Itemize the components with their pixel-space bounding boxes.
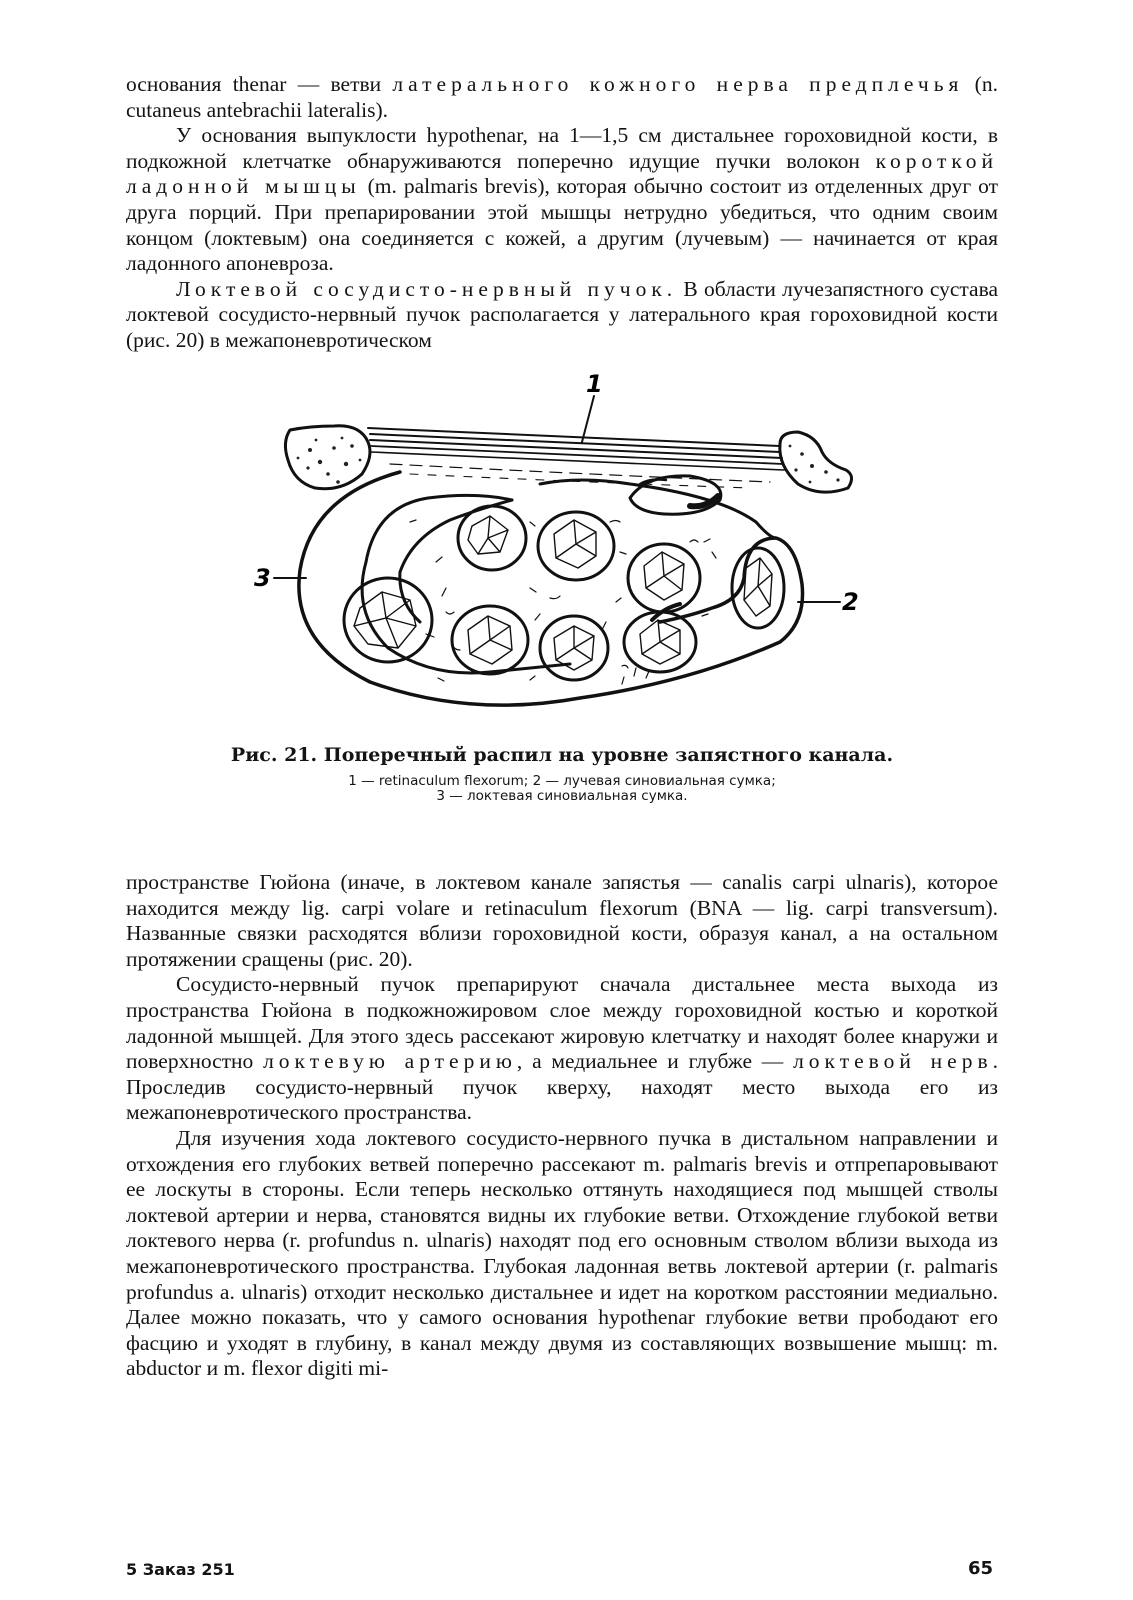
spaced-term: локтевую артерию [263,1049,517,1074]
paragraph [126,1126,998,1382]
section-heading: Локтевой сосудисто-нервный пучок. [176,276,678,301]
text-run: У основания выпуклости hypothenar, на 1—1,5 см дистальнее гороховидной кости, в подкожной клетчатке обнаруживаются поперечно идущие пучки волокон [126,123,998,173]
spaced-term: латерального кожного нерва предплечья [392,72,964,96]
print-order-mark: 5 Заказ 251 [126,1560,235,1579]
paragraph [126,870,998,972]
paragraph [126,277,998,354]
text-run: основания thenar — ветви [126,72,393,96]
label-3: 3 [254,564,271,592]
paragraph [126,72,998,123]
text-block-top [126,72,998,354]
spaced-term: короткой ладонной мышцы [126,148,998,199]
figure-caption-legend [126,774,998,804]
label-1: 1 [586,370,603,398]
text-run: Для изучения хода локтевого сосудисто-нервного пучка в дистальном направлении и отхождения его глубоких ветвей поперечно рассекают m. palmaris brevis и отпрепаровывают ее лоскуты в стороны. Если теперь несколько оттянуть находящиеся под мышцей стволы локтевой артерии и нерва, становятся видны их глубокие ветви. Отхождение глубокой ветви локтевого нерва (r. profundus n. ulnaris) находят под его основным стволом вблизи выхода из межапоневротического пространства. Глубокая ладонная ветвь локтевой артерии (r. palmaris profundus a. ulnaris) отходит несколько дистальнее и идет на коротком расстоянии медиально. Далее можно показать, что у самого основания hypothenar глубокие ветви прободают его фасцию и уходят в глубину, в канал между двумя из составляющих возвышение мышц: m. abductor и m. flexor digiti mi- [126,1125,998,1381]
figure-21-diagram [250,370,860,720]
text-run: , а медиальнее и глубже — [516,1049,794,1074]
right-bone-shape [780,432,852,492]
label-2: 2 [842,588,859,616]
text-run: (m. palmaris brevis), которая обычно состоит из отделенных друг от друга порций. При препарировании этой мышцы нетрудно убедиться, что одним своим концом (локтевым) она соединяется с кожей, а другим (лучевым) — начинается от края ладонного апоневроза. [126,174,998,276]
text-run: Сосудисто-нервный пучок препарируют сначала дистальнее места выхода из пространства Гюйона в подкожножировом слое между гороховидной костью и короткой ладонной мышцей. Для этого здесь рассекают жировую клетчатку и находят более кнаружи и поверхностно [126,972,998,1074]
text-block-bottom [126,870,998,1382]
text-run: (n. cutaneus antebrachii lateralis). [126,72,998,122]
text-run: В области лучезапястного сустава локтевой сосудисто-нервный пучок располагается у латерального края гороховидной кости (рис. 20) в межапоневротическом [126,276,998,352]
paragraph [126,972,998,1126]
caption-legend-line: 1 — retinaculum flexorum; 2 — лучевая синовиальная сумка; [348,773,776,789]
spaced-term: локтевой нерв [793,1049,993,1074]
page-number: 65 [968,1558,994,1579]
text-run: . Проследив сосудисто-нервный пучок кверху, находят место выхода его из межапоневротического пространства. [126,1049,998,1125]
paragraph [126,123,998,277]
figure-caption-title: Рис. 21. Поперечный распил на уровне запястного канала. [230,744,894,766]
caption-legend-line: 3 — локтевая синовиальная сумка. [436,788,688,804]
text-run: пространстве Гюйона (иначе, в локтевом канале запястья — canalis carpi ulnaris), которое находится между lig. carpi volare и retinaculum flexorum (BNA — lig. carpi transversum). Названные связки расходятся вблизи гороховидной кости, образуя канал, а на остальном протяжении сращены (рис. 20). [126,870,998,971]
